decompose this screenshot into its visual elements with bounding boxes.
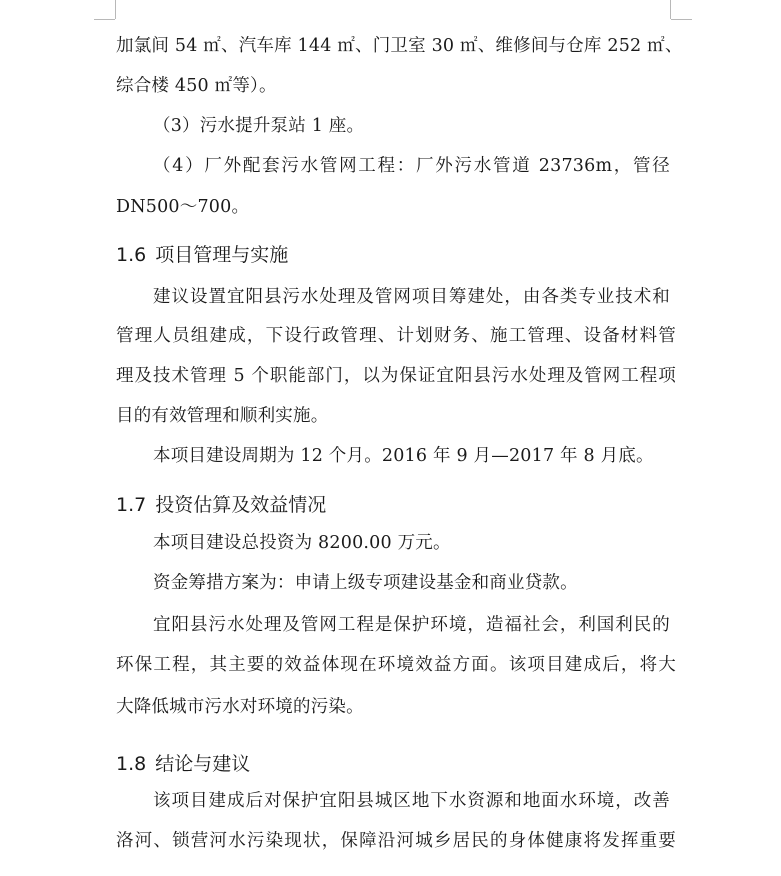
text-line: （4）厂外配套污水管网工程：厂外污水管道 23736m，管径 [153,156,670,176]
text-line: 资金筹措方案为：申请上级专项建设基金和商业贷款。 [153,573,578,593]
text-line: 大降低城市污水对环境的污染。 [116,697,364,717]
text-line: 目的有效管理和顺利实施。 [116,406,329,426]
section-title: 投资估算及效益情况 [155,494,327,516]
text-line: 理及技术管理 5 个职能部门，以为保证宜阳县污水处理及管网工程项 [116,366,676,386]
crop-mark-top-right-horizontal [671,19,692,20]
section-heading-1-6 [116,242,288,268]
text-line: 环保工程，其主要的效益体现在环境效益方面。该项目建成后，将大 [116,655,676,675]
text-line: 该项目建成后对保护宜阳县城区地下水资源和地面水环境，改善 [153,791,670,811]
text-line: 建议设置宜阳县污水处理及管网项目筹建处，由各类专业技术和 [153,287,670,307]
text-line: 宜阳县污水处理及管网工程是保护环境，造福社会，利国利民的 [153,615,670,635]
text-line: 综合楼 450 ㎡等）。 [116,76,277,96]
section-number: 1.6 [116,244,147,266]
section-heading-1-8 [116,751,250,777]
crop-mark-top-left-vertical [115,0,116,19]
section-number: 1.7 [116,494,147,516]
crop-mark-top-right-vertical [670,0,671,19]
section-title: 结论与建议 [155,753,251,775]
text-line: 洛河、锁营河水污染现状，保障沿河城乡居民的身体健康将发挥重要 [116,831,676,851]
section-title: 项目管理与实施 [155,244,289,266]
text-line: （3）污水提升泵站 1 座。 [153,116,365,136]
section-number: 1.8 [116,753,147,775]
text-line: DN500～700。 [116,197,250,217]
text-line: 本项目建设周期为 12 个月。2016 年 9 月—2017 年 8 月底。 [153,446,654,466]
text-line: 本项目建设总投资为 8200.00 万元。 [153,533,451,553]
section-heading-1-7 [116,492,326,518]
crop-mark-top-left-horizontal [94,19,115,20]
text-line: 管理人员组建成，下设行政管理、计划财务、施工管理、设备材料管 [116,326,676,346]
text-line: 加氯间 54 ㎡、汽车库 144 ㎡、门卫室 30 ㎡、维修间与仓库 252 ㎡、 [116,36,683,56]
